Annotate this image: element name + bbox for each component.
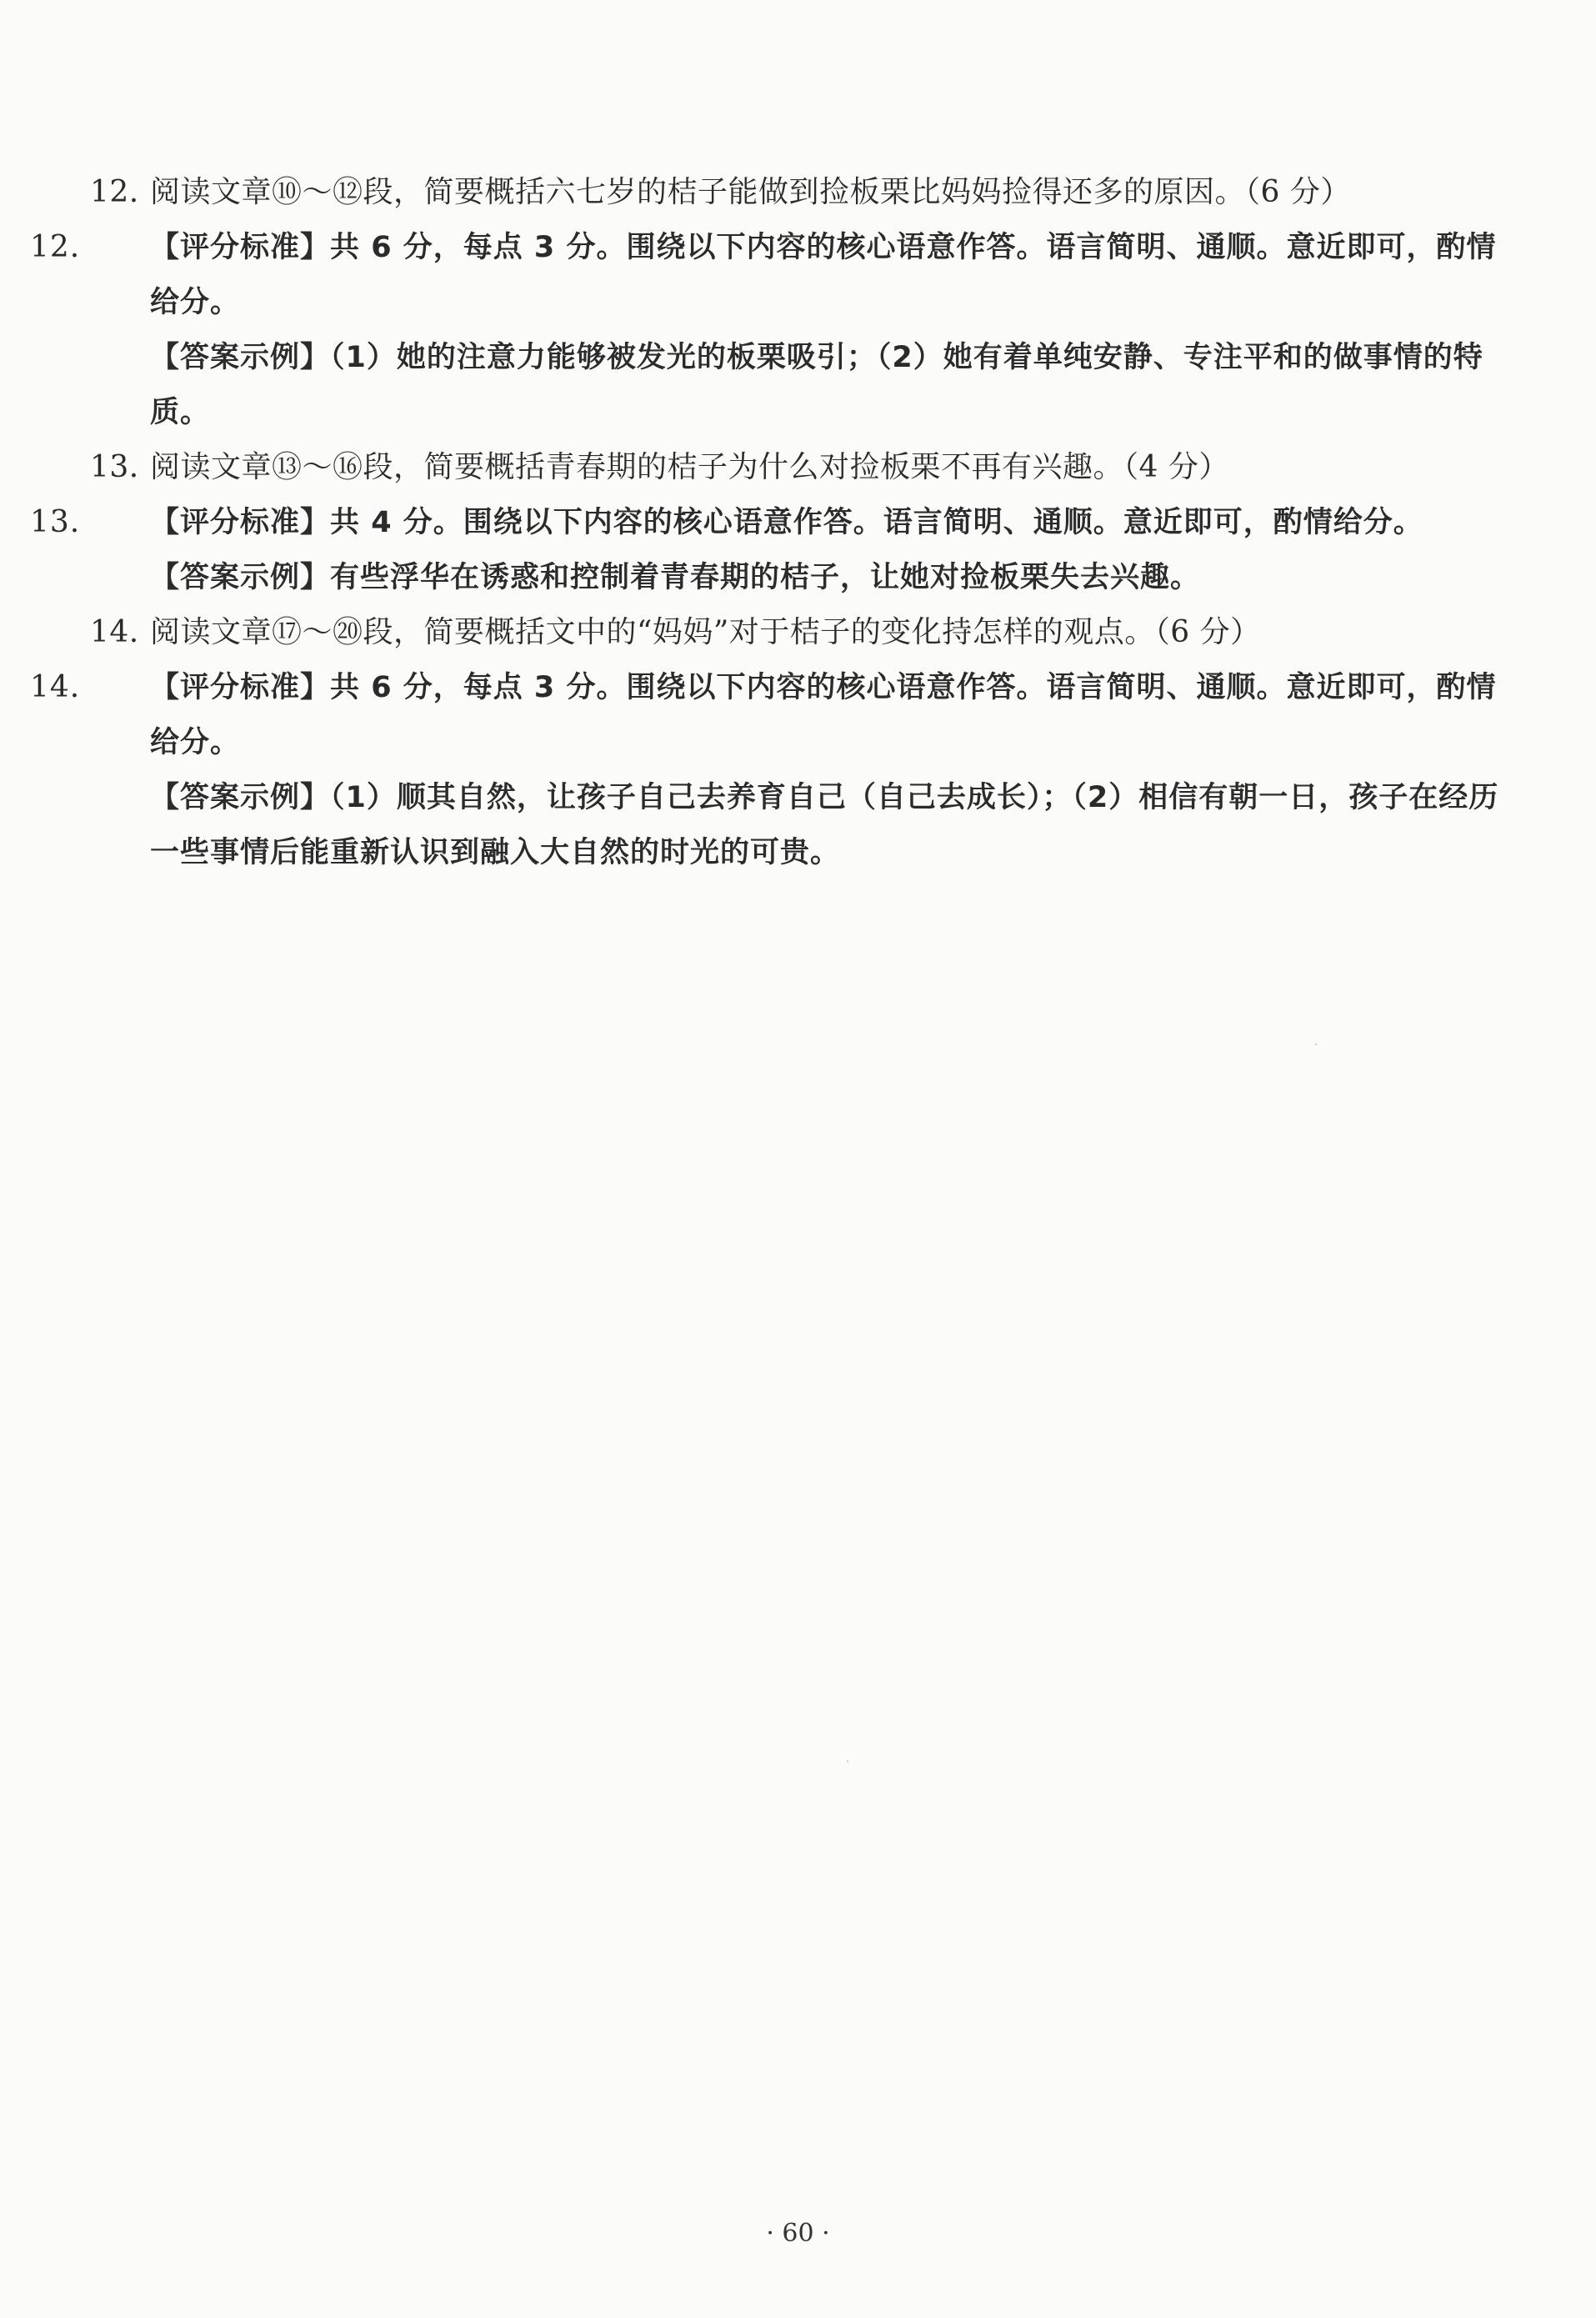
- criteria-label: 【评分标准】: [150, 506, 331, 539]
- criteria-12: [30, 220, 1507, 330]
- criteria-14: [30, 660, 1507, 770]
- question-number: 13.: [90, 450, 139, 484]
- question-text: 阅读文章⑩～⑫段，简要概括六七岁的桔子能做到捡板栗比妈妈捡得还多的原因。（6 分）: [150, 175, 1351, 209]
- answer-number: 13.: [30, 505, 81, 539]
- item-12: [30, 165, 1507, 440]
- example-12: [90, 330, 1507, 440]
- example-label: 【答案示例】: [150, 781, 331, 814]
- criteria-text: 共 6 分，每点 3 分。围绕以下内容的核心语意作答。语言简明、通顺。意近即可，酌情给分。: [150, 671, 1497, 759]
- criteria-text: 共 6 分，每点 3 分。围绕以下内容的核心语意作答。语言简明、通顺。意近即可，酌情给分。: [150, 231, 1497, 319]
- question-13: [90, 440, 1507, 495]
- example-13: [90, 550, 1507, 605]
- question-text: 阅读文章⑬～⑯段，简要概括青春期的桔子为什么对捡板栗不再有兴趣。（4 分）: [150, 450, 1229, 484]
- criteria-label: 【评分标准】: [150, 231, 331, 264]
- scan-speck: [1315, 1044, 1317, 1045]
- example-14: [90, 770, 1507, 880]
- question-number: 14.: [90, 615, 139, 649]
- answer-number: 12.: [30, 230, 81, 264]
- scan-speck: [847, 1760, 848, 1762]
- example-text: （1）她的注意力能够被发光的板栗吸引；（2）她有着单纯安静、专注平和的做事情的特质。: [150, 341, 1483, 429]
- page-number: · 60 ·: [766, 2219, 830, 2248]
- question-14: [90, 605, 1507, 660]
- item-14: [30, 605, 1507, 880]
- question-12: [90, 165, 1507, 220]
- criteria-label: 【评分标准】: [150, 671, 331, 704]
- example-label: 【答案示例】: [150, 341, 331, 374]
- answer-number: 14.: [30, 670, 81, 704]
- criteria-13: [30, 495, 1507, 550]
- answer-key-content: [30, 165, 1507, 880]
- item-13: [30, 440, 1507, 605]
- question-number: 12.: [90, 175, 139, 209]
- question-text: 阅读文章⑰～⑳段，简要概括文中的“妈妈”对于桔子的变化持怎样的观点。（6 分）: [150, 615, 1261, 649]
- example-label: 【答案示例】: [150, 561, 331, 594]
- example-text: （1）顺其自然，让孩子自己去养育自己（自己去成长）；（2）相信有朝一日，孩子在经历一些事情后能重新认识到融入大自然的时光的可贵。: [150, 781, 1499, 869]
- criteria-text: 共 4 分。围绕以下内容的核心语意作答。语言简明、通顺。意近即可，酌情给分。: [330, 506, 1423, 539]
- example-text: 有些浮华在诱惑和控制着青春期的桔子，让她对捡板栗失去兴趣。: [330, 561, 1201, 594]
